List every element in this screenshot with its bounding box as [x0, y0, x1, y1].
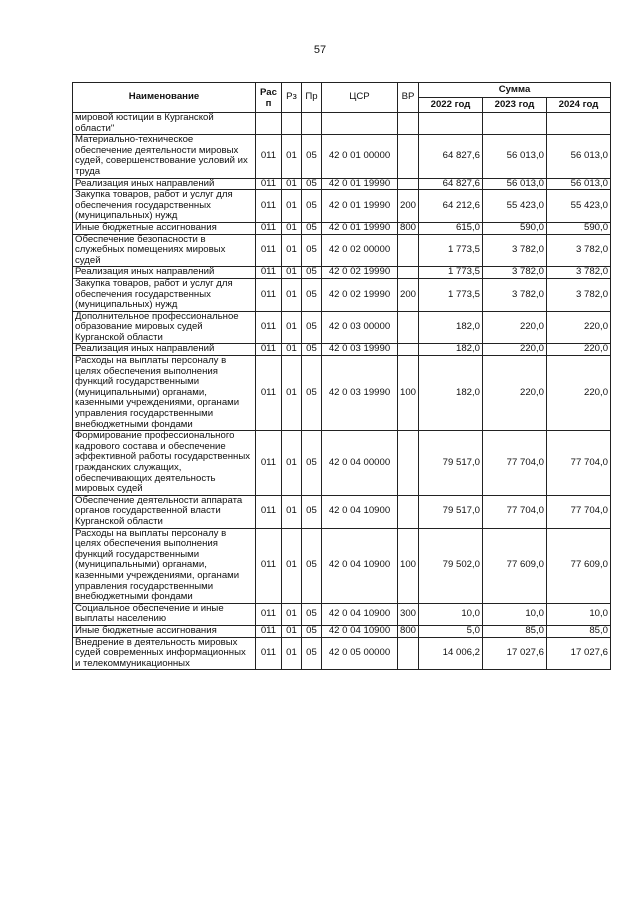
cell-rz: 01	[282, 625, 302, 637]
cell-pr: 05	[302, 495, 322, 528]
cell-vr	[398, 344, 419, 356]
cell-rz: 01	[282, 190, 302, 223]
cell-name: Иные бюджетные ассигнования	[73, 625, 256, 637]
cell-name: Расходы на выплаты персоналу в целях обеспечения выполнения функций государственными (муниципальными) органами, казенными учреждениями, органами управления государственными внебюджетными фондами	[73, 528, 256, 603]
cell-rz: 01	[282, 311, 302, 344]
cell-vr	[398, 234, 419, 267]
cell-rasp: 011	[256, 356, 282, 431]
cell-2023: 77 704,0	[483, 495, 547, 528]
cell-pr: 05	[302, 431, 322, 496]
cell-pr	[302, 113, 322, 135]
header-vr: ВР	[398, 83, 419, 113]
cell-rasp: 011	[256, 431, 282, 496]
table-row	[73, 495, 611, 528]
table-row	[73, 603, 611, 625]
cell-2024: 220,0	[547, 356, 611, 431]
cell-rasp: 011	[256, 625, 282, 637]
cell-csr: 42 0 04 00000	[322, 431, 398, 496]
cell-vr	[398, 637, 419, 670]
table-row	[73, 234, 611, 267]
cell-2022: 10,0	[419, 603, 483, 625]
cell-2022: 14 006,2	[419, 637, 483, 670]
cell-2022: 182,0	[419, 344, 483, 356]
cell-csr: 42 0 05 00000	[322, 637, 398, 670]
cell-name: Обеспечение деятельности аппарата органов государственной власти Курганской области	[73, 495, 256, 528]
cell-vr: 200	[398, 190, 419, 223]
cell-2024: 3 782,0	[547, 278, 611, 311]
cell-2023	[483, 113, 547, 135]
cell-name: Внедрение в деятельность мировых судей современных информационных и телекоммуникационных	[73, 637, 256, 670]
cell-name: Материально-техническое обеспечение деятельности мировых судей, совершенствование условий их труда	[73, 135, 256, 178]
cell-rasp: 011	[256, 278, 282, 311]
cell-rz: 01	[282, 178, 302, 190]
cell-2023: 10,0	[483, 603, 547, 625]
cell-name: Формирование профессионального кадрового состава и обеспечение эффективной работы государственных гражданских служащих, обеспечивающих деятельность мировых судей	[73, 431, 256, 496]
cell-vr	[398, 311, 419, 344]
cell-rz: 01	[282, 356, 302, 431]
table-row	[73, 625, 611, 637]
cell-2024: 55 423,0	[547, 190, 611, 223]
cell-2023: 220,0	[483, 311, 547, 344]
header-2023: 2023 год	[483, 98, 547, 113]
cell-pr: 05	[302, 625, 322, 637]
cell-pr: 05	[302, 135, 322, 178]
cell-2024: 77 704,0	[547, 495, 611, 528]
header-rz: Рз	[282, 83, 302, 113]
header-2022: 2022 год	[419, 98, 483, 113]
cell-pr: 05	[302, 344, 322, 356]
cell-2022: 5,0	[419, 625, 483, 637]
cell-rz: 01	[282, 603, 302, 625]
cell-csr: 42 0 04 10900	[322, 625, 398, 637]
table-row	[73, 190, 611, 223]
table-row	[73, 431, 611, 496]
table-row	[73, 311, 611, 344]
cell-rz	[282, 113, 302, 135]
cell-vr	[398, 113, 419, 135]
cell-rz: 01	[282, 637, 302, 670]
cell-2022: 64 827,6	[419, 135, 483, 178]
cell-2023: 77 704,0	[483, 431, 547, 496]
cell-2022	[419, 113, 483, 135]
cell-2024: 17 027,6	[547, 637, 611, 670]
cell-rasp: 011	[256, 234, 282, 267]
cell-2024	[547, 113, 611, 135]
cell-name: Иные бюджетные ассигнования	[73, 222, 256, 234]
cell-2022: 1 773,5	[419, 267, 483, 279]
cell-pr: 05	[302, 603, 322, 625]
cell-2023: 3 782,0	[483, 267, 547, 279]
cell-vr	[398, 135, 419, 178]
cell-name: мировой юстиции в Курганской области"	[73, 113, 256, 135]
cell-csr: 42 0 03 00000	[322, 311, 398, 344]
table-row	[73, 178, 611, 190]
header-name: Наименование	[73, 83, 256, 113]
cell-2022: 182,0	[419, 356, 483, 431]
cell-vr	[398, 495, 419, 528]
cell-csr: 42 0 02 19990	[322, 267, 398, 279]
header-rasp	[256, 83, 282, 113]
cell-pr: 05	[302, 278, 322, 311]
cell-2024: 220,0	[547, 311, 611, 344]
cell-vr	[398, 267, 419, 279]
cell-name: Обеспечение безопасности в служебных помещениях мировых судей	[73, 234, 256, 267]
cell-rasp	[256, 113, 282, 135]
header-sum: Сумма	[419, 83, 611, 98]
table-row	[73, 356, 611, 431]
cell-pr: 05	[302, 178, 322, 190]
cell-csr: 42 0 03 19990	[322, 356, 398, 431]
cell-2023: 56 013,0	[483, 135, 547, 178]
cell-vr	[398, 178, 419, 190]
cell-rz: 01	[282, 135, 302, 178]
cell-2023: 77 609,0	[483, 528, 547, 603]
header-csr: ЦСР	[322, 83, 398, 113]
cell-rasp: 011	[256, 222, 282, 234]
header-2024: 2024 год	[547, 98, 611, 113]
cell-rasp: 011	[256, 344, 282, 356]
header-rasp-text: Рас п	[260, 86, 277, 109]
table-row	[73, 135, 611, 178]
cell-2024: 590,0	[547, 222, 611, 234]
cell-name: Расходы на выплаты персоналу в целях обеспечения выполнения функций государственными (муниципальными) органами, казенными учреждениями, органами управления государственными внебюджетными фондами	[73, 356, 256, 431]
cell-rasp: 011	[256, 178, 282, 190]
cell-rasp: 011	[256, 528, 282, 603]
cell-pr: 05	[302, 234, 322, 267]
cell-2022: 79 502,0	[419, 528, 483, 603]
table-row	[73, 344, 611, 356]
cell-csr	[322, 113, 398, 135]
cell-rasp: 011	[256, 190, 282, 223]
cell-pr: 05	[302, 528, 322, 603]
cell-2022: 64 212,6	[419, 190, 483, 223]
cell-rasp: 011	[256, 135, 282, 178]
cell-rz: 01	[282, 431, 302, 496]
table-row	[73, 278, 611, 311]
cell-vr: 100	[398, 356, 419, 431]
cell-2023: 55 423,0	[483, 190, 547, 223]
cell-rz: 01	[282, 528, 302, 603]
cell-vr: 800	[398, 625, 419, 637]
cell-2022: 64 827,6	[419, 178, 483, 190]
cell-2022: 1 773,5	[419, 234, 483, 267]
cell-2024: 56 013,0	[547, 178, 611, 190]
cell-name: Реализация иных направлений	[73, 267, 256, 279]
table-header	[73, 83, 611, 113]
cell-2024: 3 782,0	[547, 267, 611, 279]
cell-pr: 05	[302, 637, 322, 670]
cell-rz: 01	[282, 278, 302, 311]
cell-vr: 300	[398, 603, 419, 625]
cell-2023: 17 027,6	[483, 637, 547, 670]
cell-vr	[398, 431, 419, 496]
cell-rz: 01	[282, 267, 302, 279]
budget-table	[72, 82, 611, 670]
cell-pr: 05	[302, 356, 322, 431]
cell-rz: 01	[282, 222, 302, 234]
cell-vr: 200	[398, 278, 419, 311]
cell-2022: 615,0	[419, 222, 483, 234]
cell-2024: 85,0	[547, 625, 611, 637]
cell-rasp: 011	[256, 637, 282, 670]
table-body	[73, 113, 611, 670]
cell-rz: 01	[282, 495, 302, 528]
cell-pr: 05	[302, 222, 322, 234]
cell-name: Закупка товаров, работ и услуг для обеспечения государственных (муниципальных) нужд	[73, 190, 256, 223]
cell-pr: 05	[302, 267, 322, 279]
cell-name: Дополнительное профессиональное образование мировых судей Курганской области	[73, 311, 256, 344]
cell-2022: 79 517,0	[419, 495, 483, 528]
cell-pr: 05	[302, 311, 322, 344]
cell-vr: 100	[398, 528, 419, 603]
cell-csr: 42 0 04 10900	[322, 495, 398, 528]
table-row	[73, 222, 611, 234]
cell-2023: 56 013,0	[483, 178, 547, 190]
cell-2023: 3 782,0	[483, 234, 547, 267]
cell-2024: 3 782,0	[547, 234, 611, 267]
cell-name: Закупка товаров, работ и услуг для обеспечения государственных (муниципальных) нужд	[73, 278, 256, 311]
cell-2022: 182,0	[419, 311, 483, 344]
cell-csr: 42 0 01 00000	[322, 135, 398, 178]
cell-rz: 01	[282, 234, 302, 267]
cell-2024: 77 609,0	[547, 528, 611, 603]
cell-csr: 42 0 01 19990	[322, 178, 398, 190]
cell-name: Социальное обеспечение и иные выплаты населению	[73, 603, 256, 625]
cell-2024: 220,0	[547, 344, 611, 356]
cell-2023: 220,0	[483, 344, 547, 356]
cell-2023: 3 782,0	[483, 278, 547, 311]
table-row	[73, 528, 611, 603]
cell-pr: 05	[302, 190, 322, 223]
cell-csr: 42 0 03 19990	[322, 344, 398, 356]
cell-vr: 800	[398, 222, 419, 234]
cell-rz: 01	[282, 344, 302, 356]
cell-csr: 42 0 01 19990	[322, 190, 398, 223]
cell-2022: 1 773,5	[419, 278, 483, 311]
table-row	[73, 637, 611, 670]
page-number: 57	[313, 44, 327, 56]
cell-rasp: 011	[256, 267, 282, 279]
cell-rasp: 011	[256, 311, 282, 344]
cell-name: Реализация иных направлений	[73, 178, 256, 190]
cell-2023: 220,0	[483, 356, 547, 431]
cell-2024: 10,0	[547, 603, 611, 625]
cell-csr: 42 0 04 10900	[322, 603, 398, 625]
table-row	[73, 267, 611, 279]
cell-rasp: 011	[256, 603, 282, 625]
cell-csr: 42 0 02 19990	[322, 278, 398, 311]
cell-csr: 42 0 01 19990	[322, 222, 398, 234]
cell-2023: 85,0	[483, 625, 547, 637]
cell-name: Реализация иных направлений	[73, 344, 256, 356]
cell-csr: 42 0 04 10900	[322, 528, 398, 603]
cell-rasp: 011	[256, 495, 282, 528]
table-row	[73, 113, 611, 135]
cell-2024: 77 704,0	[547, 431, 611, 496]
cell-2022: 79 517,0	[419, 431, 483, 496]
cell-2024: 56 013,0	[547, 135, 611, 178]
cell-2023: 590,0	[483, 222, 547, 234]
header-pr: Пр	[302, 83, 322, 113]
cell-csr: 42 0 02 00000	[322, 234, 398, 267]
